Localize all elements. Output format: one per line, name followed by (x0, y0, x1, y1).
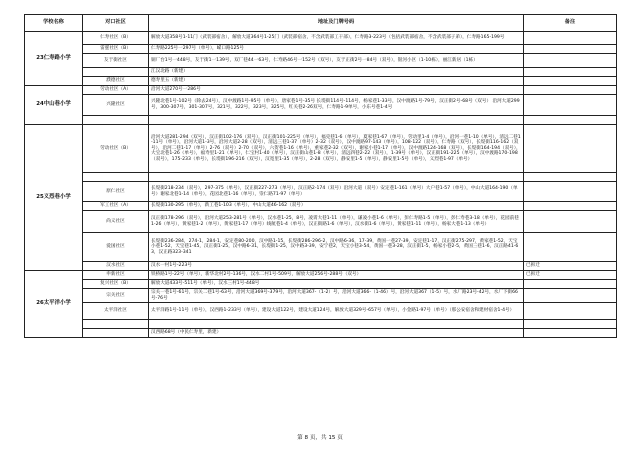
note-cell (524, 45, 617, 54)
address-cell: 德寿里五（新建） (149, 77, 524, 86)
school-district-table (24, 14, 617, 338)
header-address: 地址及门牌号码 (149, 15, 524, 32)
community-cell: 友于街社区 (83, 54, 149, 68)
table-row (25, 329, 617, 338)
community-cell: 劳动社区（B） (83, 125, 149, 173)
address-cell: 解放大道433号-511号（单号），汉水三村1号-448号 (149, 280, 524, 289)
note-cell (524, 173, 617, 182)
community-cell: 雷霆社区（B） (83, 45, 149, 54)
address-cell (149, 116, 524, 125)
community-cell: 原仁社区 (83, 182, 149, 202)
address-cell: 长堤街130-295（单号），新工巷1-103（单号），中山大道46-162（双号） (149, 202, 524, 211)
table-row (25, 173, 617, 182)
note-cell (524, 280, 617, 289)
school-name-cell: 23仁寿路小学 (25, 32, 83, 86)
community-cell: 军工社区（A） (83, 202, 149, 211)
address-cell: 汉西路68号（中民仁寿里，新建） (149, 329, 524, 338)
community-cell: 兴隆社区 (83, 95, 149, 116)
address-cell: 宗关一巷1号-61号，宗关二巷1号-63号，沿河大道369号-379号，沿河大道367-（1-2）号，沿河大道366-（1-46）号，沿河大道367（1-5）号，水厂路23号-42号，水厂下街66号-76号 (149, 289, 524, 303)
note-cell (524, 32, 617, 45)
address-cell: 汉水一村1号-223号 (149, 262, 524, 271)
address-cell: 太平洋路1号-11号（单号），汉西路1-233号（单号），建设大道122号，建设大道124号，解放大道329号-657号（单号），小金路1-97号（单号）（那公安宿舍和建材宿舍1-4号） (149, 303, 524, 320)
table-row (25, 77, 617, 86)
note-cell (524, 211, 617, 233)
address-cell (149, 320, 524, 329)
table-row (25, 233, 617, 262)
community-cell (83, 329, 149, 338)
header-school-name: 学校名称 (25, 15, 83, 32)
address-cell: 江汉北路（新建） (149, 68, 524, 77)
table-row (25, 280, 617, 289)
note-cell (524, 182, 617, 202)
table-row (25, 202, 617, 211)
note-cell (524, 125, 617, 173)
table-row (25, 289, 617, 303)
table-row (25, 320, 617, 329)
table-header-row (25, 15, 617, 32)
registration-table-sheet (24, 14, 616, 338)
note-cell (524, 86, 617, 95)
note-cell (524, 116, 617, 125)
table-row (25, 45, 617, 54)
table-row (25, 95, 617, 116)
address-cell: 沿河大道281-294（双号），汉正街102-176（双号），汉正街101-225号（单号），福克巷1-6（单号），夏家巷1-67（单号），劳动里1-4（单号），沿河一巷1-10（单号），清远二巷1-11号（单号），沿河大道1-3号，沿河大道2-28（双号），清远三巷1-37（单号）2-32（双号），汉中渡路97-143（单号），108-122（双号），仁寿路（双号），长堤街116-162（双号），沿河二巷1-17（单号）2-76（双号）2-70（双号），六贺巷1-16（单号），重家巷2-32（双号），谢家小巷1-17（单号），汉中渡路124-168（双号），长堤街164-194（双号），大宝北巷1-26（单号），福寿里1-21（单号），仁宝村1-40（单号），汉正街山巷1-8（单号），清远四巷2-22（双号），1-39号（单号），汉正街191-225（单号），汉中渡路170-198（双号），175-233（单号），长堤街196-216（双号），汉宽里1-35（单号），2-28（双号），静安里1-5（单号），静安里1-5号（单号），义烈巷1-97（单号） (149, 125, 524, 173)
table-row (25, 262, 617, 271)
table-row (25, 32, 617, 45)
note-cell (524, 77, 617, 86)
community-cell: 爱国社区 (83, 233, 149, 262)
table-row (25, 68, 617, 77)
community-cell: 复兴社区（B） (83, 280, 149, 289)
note-cell (524, 54, 617, 68)
community-cell: 尚义社区 (83, 211, 149, 233)
header-note: 备注 (524, 15, 617, 32)
community-cell: 仁寿社区（B） (83, 32, 149, 45)
table-row (25, 303, 617, 320)
school-name-cell: 25义烈巷小学 (25, 125, 83, 271)
address-cell: 兴隆北巷1号-102号（除去24号），汉中渡路1号-95号（单号），唐家巷1号-35号 长堤街114号-114号，杨家巷1-33号，汉中渡路1号-79号，汉正街2号-68号（双号） 沿河大道299号，300-307号，301-307号，321号，322号，323号，325号，红关巷2-26双号，仁寿路1-9单号，小东号巷1-4号 (149, 95, 524, 116)
header-community: 对口社区 (83, 15, 149, 32)
address-cell: 铁桥路1号-22号（单号），新华北村2号-136号，汉水二村1号-509号，解放大道256号-288号（双号） (149, 271, 524, 280)
note-cell (524, 68, 617, 77)
school-name-cell: 26太平洋小学 (25, 271, 83, 338)
table-body (25, 32, 617, 338)
address-cell: 解放大道358号1-11门（武装部宿舍），解放大道364号1-25门（武装部宿舍，不含武装部工干部），仁寿路3-223号（包括武装部宿舍，不含武装部子弟），仁寿路165-199号 (149, 32, 524, 45)
table-row (25, 125, 617, 173)
community-cell: 濮德社区 (83, 77, 149, 86)
community-cell: 汉水社区 (83, 262, 149, 271)
note-cell: 已拆迁 (524, 262, 617, 271)
table-row (25, 271, 617, 280)
note-cell (524, 202, 617, 211)
community-cell: 太平洋社区 (83, 303, 149, 320)
note-cell (524, 289, 617, 303)
note-cell (524, 95, 617, 116)
note-cell: 已拆迁 (524, 271, 617, 280)
address-cell: 仁寿路225号一297号（单号），嵘口路125号 (149, 45, 524, 54)
school-name-cell: 24中山巷小学 (25, 86, 83, 125)
address-cell: 铜厂台1号一448号，友于街1一139号，双厂巷44一63号，仁寿路46号一152号（双号），友于正街2号一84号（双号），银河小区（1-10栋），丽江新居（1栋） (149, 54, 524, 68)
page-footer: 第 8 页，共 15 页 (297, 435, 343, 441)
address-cell: 长堤街236-284，274-1，284-1，安定巷80-200，汉中路1-15，长堤街286-296-2，汉中路6-36，17-39，黄国一巷27-39，安定巷1-17，汉正街275-297，黄家巷1-52，天宝小巷1-52，天宝巷1-45，汉正街1-25，汉中路6-31，长堤街1-25，汉中路3-39，安宁巷2，天宝小巷3-54，黄国一巷3-28，汉正街1-5，杨家小巷2-5，黄国三巷1-6，汉正路41-63，汉正路323-341 (149, 233, 524, 262)
address-cell: 汉正街178-296（双号），沿河大道253-281号（单号），汉水巷1-25，8号，凌霄大巷1-11（单号），谦凌小巷1-6（单号），彭仁寿路1-5（单号），彭仁寿巷3-18（单号），花园前巷1-26（单号），黄家巷1-2（单号），黄家巷1-17（单号）线航巷1-4（单号），汉正街路1-6（单号），汉水街1-6（单号），黄家巷1-11（单号），杨家大巷1-13（单号） (149, 211, 524, 233)
note-cell (524, 320, 617, 329)
table-row (25, 86, 617, 95)
note-cell (524, 303, 617, 320)
table-row (25, 211, 617, 233)
community-cell (83, 173, 149, 182)
note-cell (524, 233, 617, 262)
community-cell (83, 68, 149, 77)
community-cell: 申新社区 (83, 271, 149, 280)
note-cell (524, 329, 617, 338)
community-cell: 劳动社区（A） (83, 86, 149, 95)
address-cell: 长堤街218-234（双号），297-375（单号），汉正街227-273（单号），汉正路2-174（双号）沿河大道（双号）安定巷1-161（单号）大户巷1-57（单号），中山大道164-190（单号）谢家北巷1-14（单号），花园北巷1-16（单号），崇仁路71-97（单号） (149, 182, 524, 202)
table-row (25, 54, 617, 68)
community-cell: 宗关社区 (83, 289, 149, 303)
table-row (25, 116, 617, 125)
community-cell (83, 116, 149, 125)
address-cell: 沿河大道270号一286号 (149, 86, 524, 95)
table-row (25, 182, 617, 202)
address-cell (149, 173, 524, 182)
community-cell (83, 320, 149, 329)
